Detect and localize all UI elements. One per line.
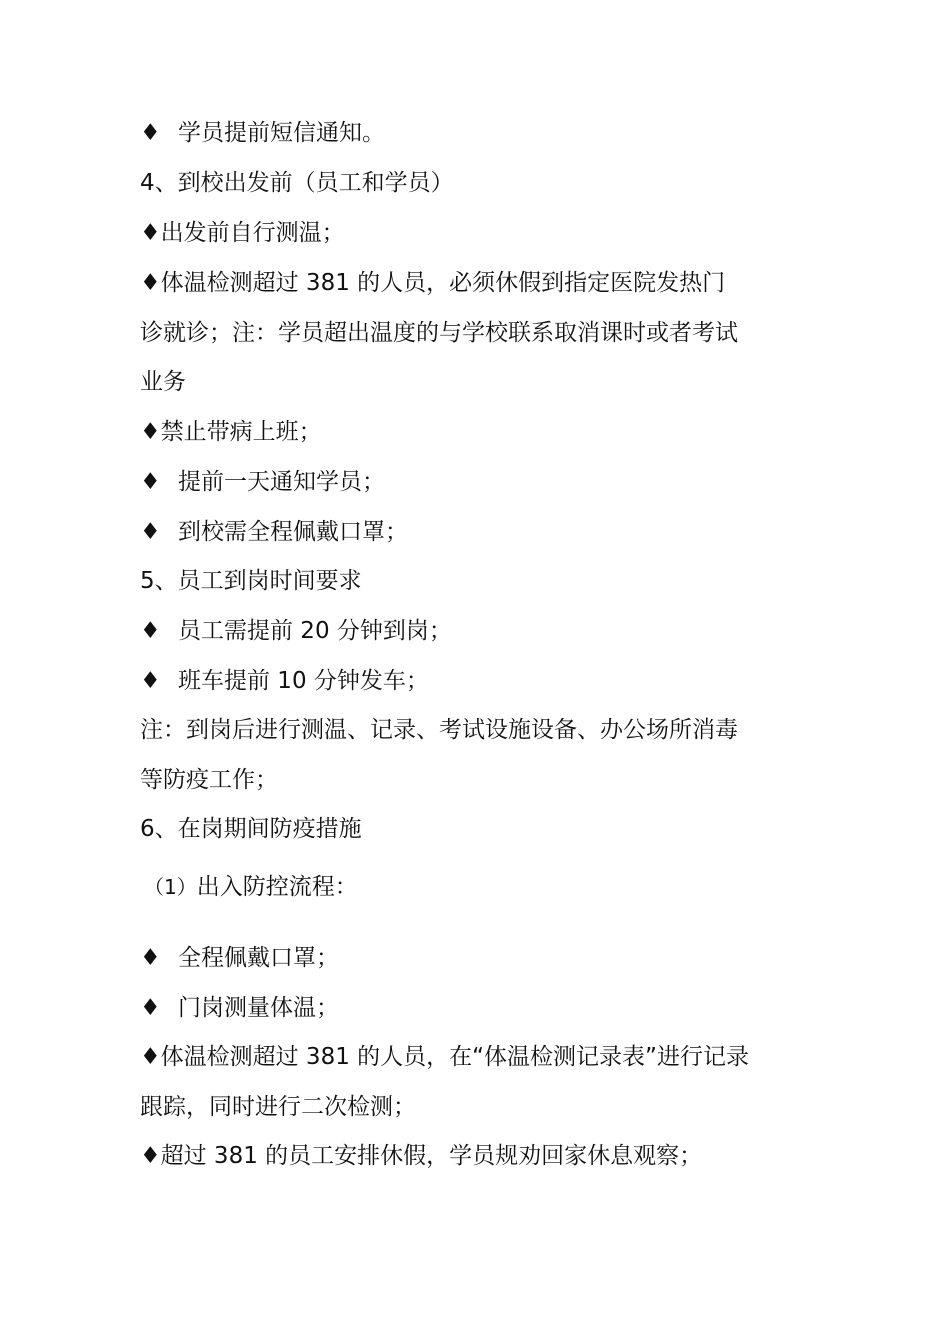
line-text: 班车提前 10 分钟发车；	[178, 668, 429, 694]
text-line	[140, 268, 725, 298]
diamond-bullet-icon: ♦	[140, 668, 161, 694]
line-text: 注：到岗后进行测温、记录、考试设施设备、办公场所消毒	[140, 717, 738, 743]
text-line	[140, 1141, 702, 1171]
diamond-bullet-icon: ♦	[140, 618, 161, 644]
line-text: 出入防控流程：	[196, 874, 358, 900]
section-heading	[140, 566, 362, 596]
text-line	[140, 218, 345, 248]
line-text: 到校需全程佩戴口罩；	[178, 519, 408, 545]
line-text: 6、在岗期间防疫措施	[140, 816, 362, 842]
line-text: ♦体温检测超过 381 的人员，必须休假到指定医院发热门	[140, 270, 726, 296]
line-text: 等防疫工作；	[140, 767, 278, 793]
section-heading	[140, 168, 454, 198]
diamond-bullet-icon: ♦	[140, 995, 161, 1021]
text-line	[140, 715, 738, 745]
line-text: ♦体温检测超过 381 的人员，在“体温检测记录表”进行记录	[140, 1044, 749, 1070]
text-line	[140, 318, 738, 348]
section-heading	[140, 814, 362, 844]
text-line	[140, 1092, 416, 1122]
line-text: 5、员工到岗时间要求	[140, 568, 362, 594]
diamond-bullet-icon: ♦	[140, 469, 161, 495]
bullet-line	[140, 118, 385, 148]
line-text: 门岗测量体温；	[178, 995, 339, 1021]
line-text: 员工需提前 20 分钟到岗；	[178, 618, 452, 644]
bullet-line	[140, 943, 339, 973]
line-text: 诊就诊；注：学员超出温度的与学校联系取消课时或者考试	[140, 320, 738, 346]
line-text: 跟踪，同时进行二次检测；	[140, 1094, 416, 1120]
bullet-line	[140, 666, 429, 696]
bullet-line	[140, 517, 408, 547]
line-text: 业务	[140, 369, 186, 395]
subsection-heading	[144, 872, 358, 902]
diamond-bullet-icon: ♦	[140, 519, 161, 545]
item-number: （1）	[144, 875, 197, 899]
line-text: 学员提前短信通知。	[178, 120, 385, 146]
line-text: 提前一天通知学员；	[178, 469, 385, 495]
text-line	[140, 1042, 749, 1072]
diamond-bullet-icon: ♦	[140, 945, 161, 971]
bullet-line	[140, 616, 452, 646]
line-text: 全程佩戴口罩；	[178, 945, 339, 971]
line-text: 4、到校出发前（员工和学员）	[140, 170, 454, 196]
bullet-line	[140, 467, 385, 497]
line-text: ♦出发前自行测温；	[140, 220, 345, 246]
text-line	[140, 765, 278, 795]
line-text: ♦禁止带病上班；	[140, 419, 322, 445]
text-line	[140, 367, 186, 397]
bullet-line	[140, 993, 339, 1023]
diamond-bullet-icon: ♦	[140, 120, 161, 146]
line-text: ♦超过 381 的员工安排休假，学员规劝回家休息观察；	[140, 1143, 703, 1169]
text-line	[140, 417, 322, 447]
